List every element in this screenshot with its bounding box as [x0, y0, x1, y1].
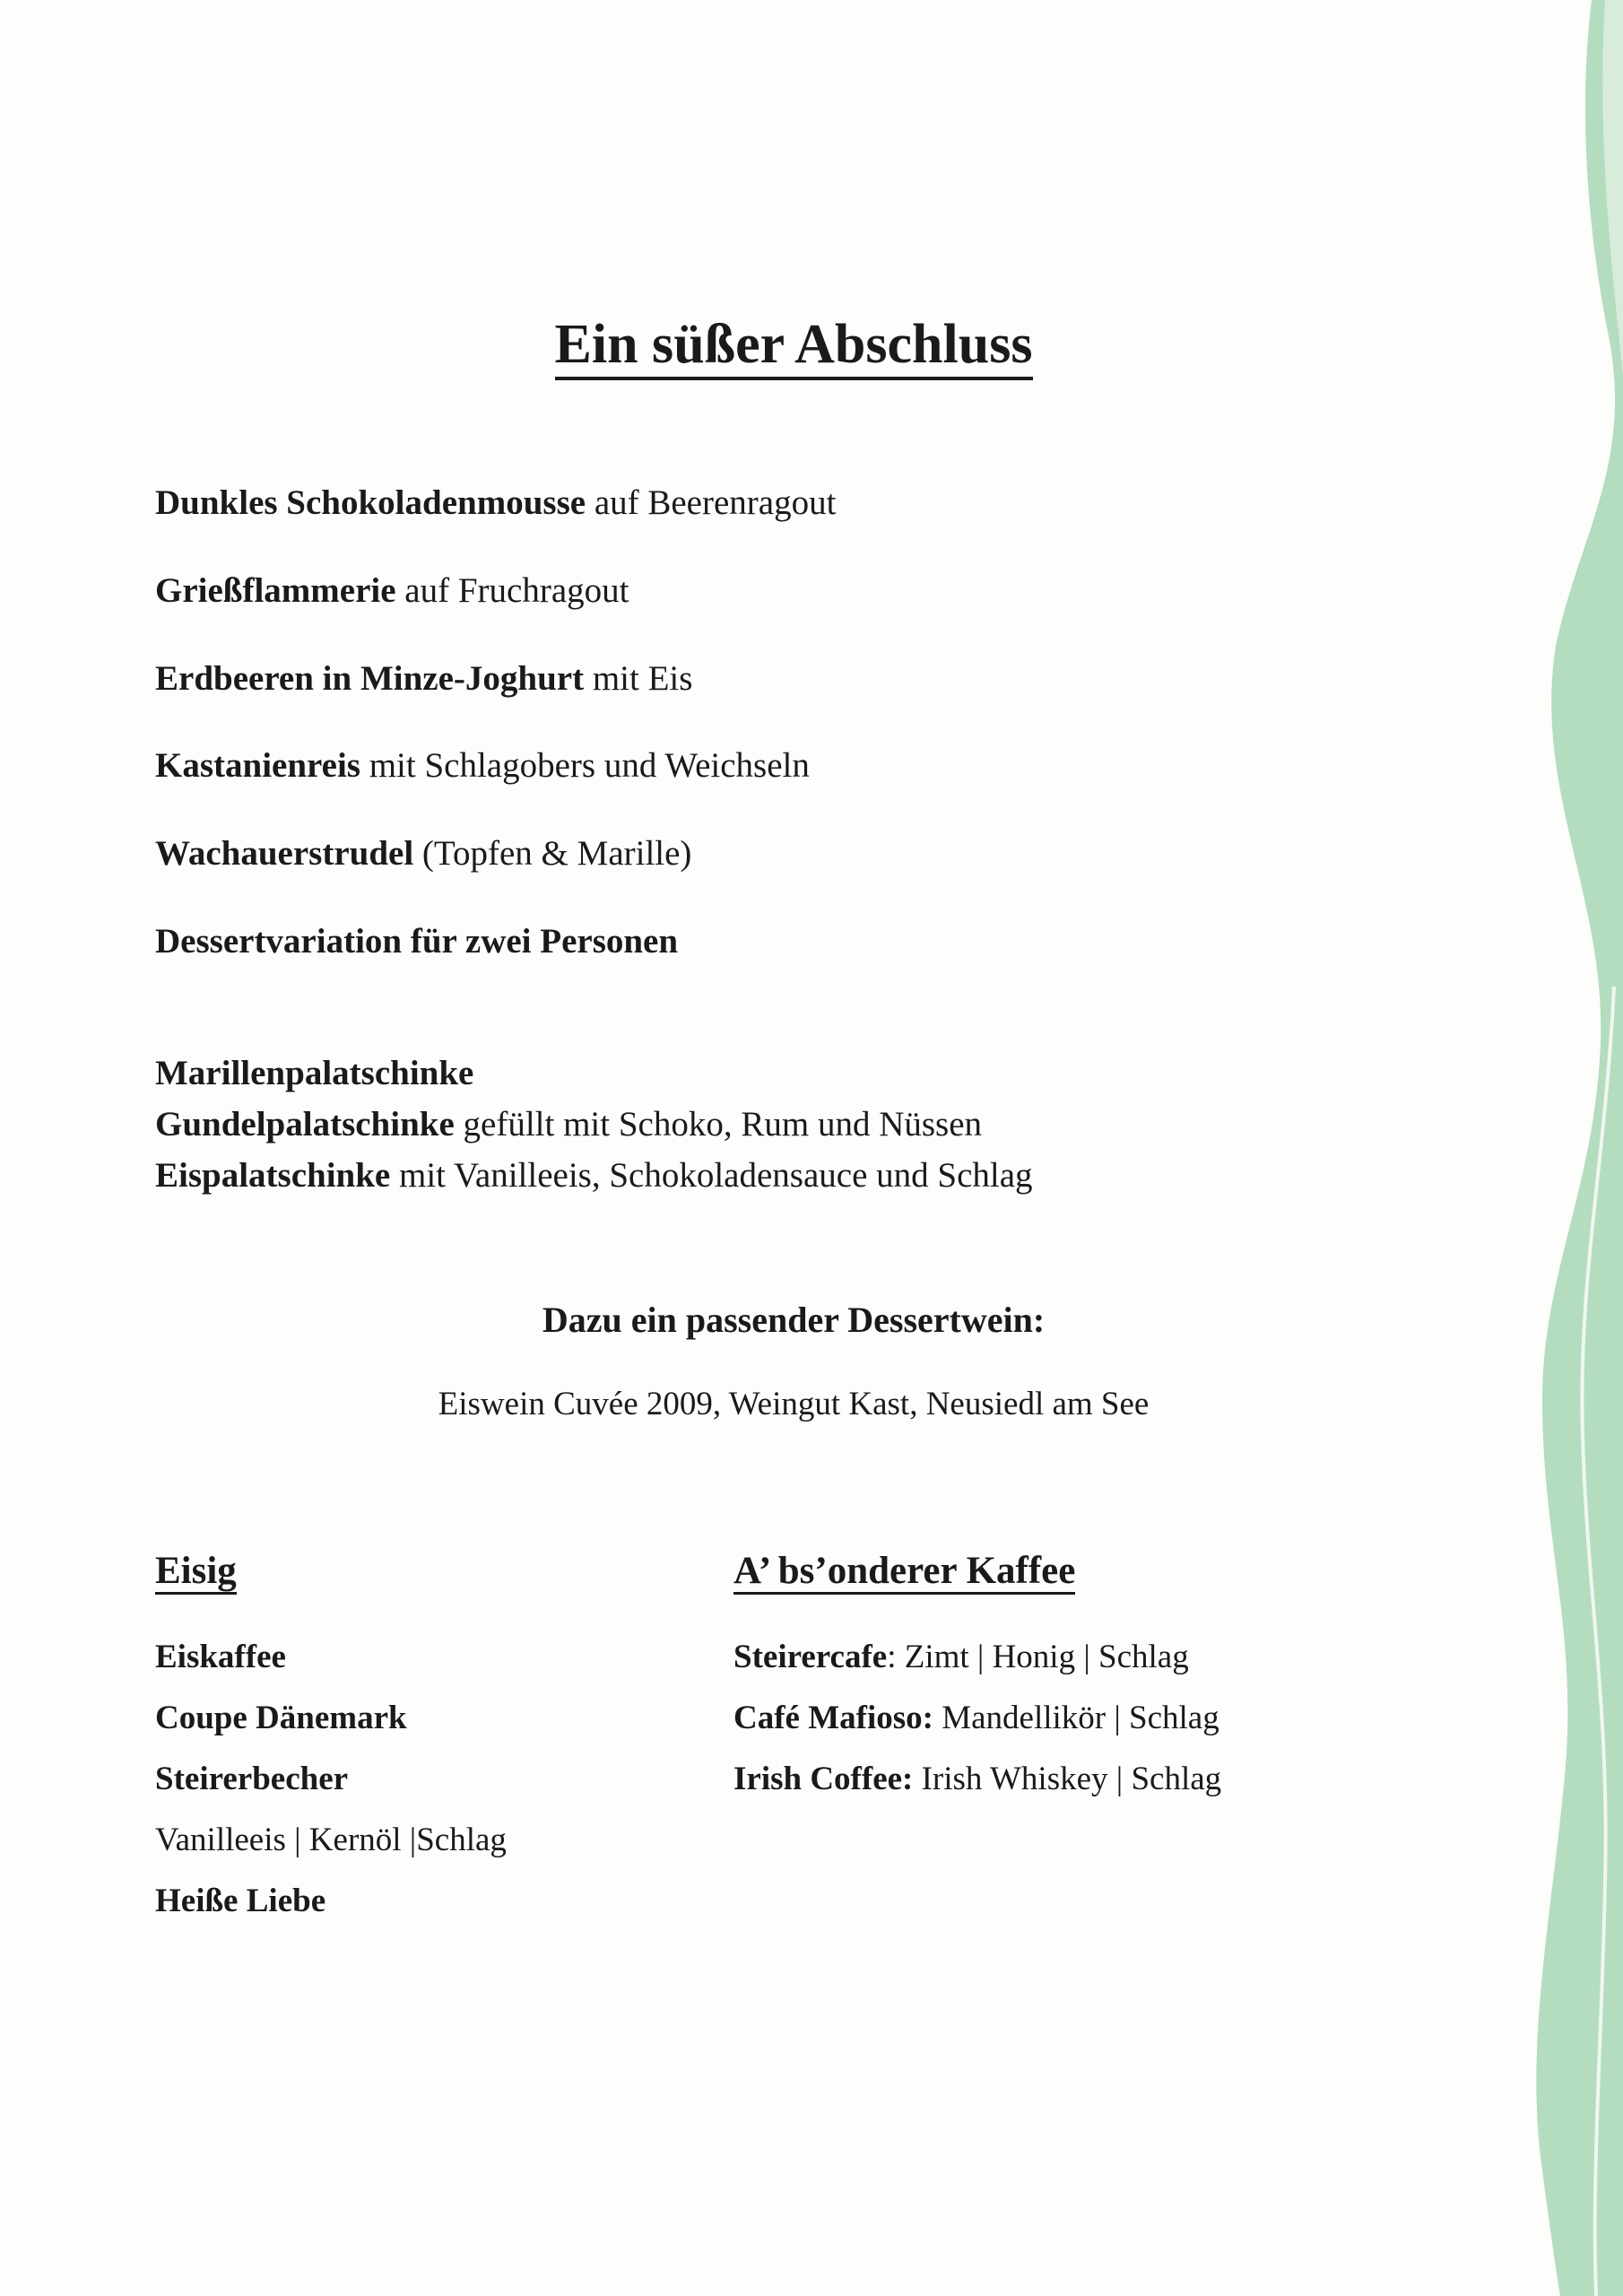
dessert-item: Wachauerstrudel (Topfen & Marille) — [155, 834, 692, 873]
palatschinke-item: Eispalatschinke mit Vanilleeis, Schokoladensauce und Schlag — [155, 1156, 1033, 1195]
kaffee-heading: A’ bs’onderer Kaffee — [733, 1548, 1075, 1595]
wine-heading: Dazu ein passender Dessertwein: — [542, 1300, 1046, 1340]
palatschinke-item: Marillenpalatschinke — [155, 1054, 474, 1092]
page-title: Ein süßer Abschluss — [0, 314, 1587, 375]
dessert-item: Dessertvariation für zwei Personen — [155, 922, 679, 961]
kaffee-item: Steirercafe: Zimt | Honig | Schlag — [733, 1639, 1189, 1675]
eisig-item: Steirerbecher — [155, 1761, 349, 1797]
dessert-item: Erdbeeren in Minze-Joghurt mit Eis — [155, 659, 693, 698]
dessert-item: Dunkles Schokoladenmousse auf Beerenragout — [155, 483, 837, 522]
eisig-heading: Eisig — [155, 1548, 237, 1595]
dessert-item: Kastanienreis mit Schlagobers und Weichseln — [155, 746, 810, 785]
eisig-item: Coupe Dänemark — [155, 1700, 407, 1736]
kaffee-item: Irish Coffee: Irish Whiskey | Schlag — [733, 1761, 1222, 1797]
eisig-item-desc: Vanilleeis | Kernöl |Schlag — [155, 1822, 507, 1858]
dessert-item: Grießflammerie auf Fruchragout — [155, 571, 629, 610]
eisig-item: Heiße Liebe — [155, 1883, 326, 1919]
eisig-item: Eiskaffee — [155, 1639, 286, 1675]
wine-text: Eiswein Cuvée 2009, Weingut Kast, Neusiedl am See — [438, 1386, 1150, 1422]
palatschinke-item: Gundelpalatschinke gefüllt mit Schoko, Rum und Nüssen — [155, 1105, 983, 1144]
kaffee-item: Café Mafioso: Mandellikör | Schlag — [733, 1700, 1219, 1736]
